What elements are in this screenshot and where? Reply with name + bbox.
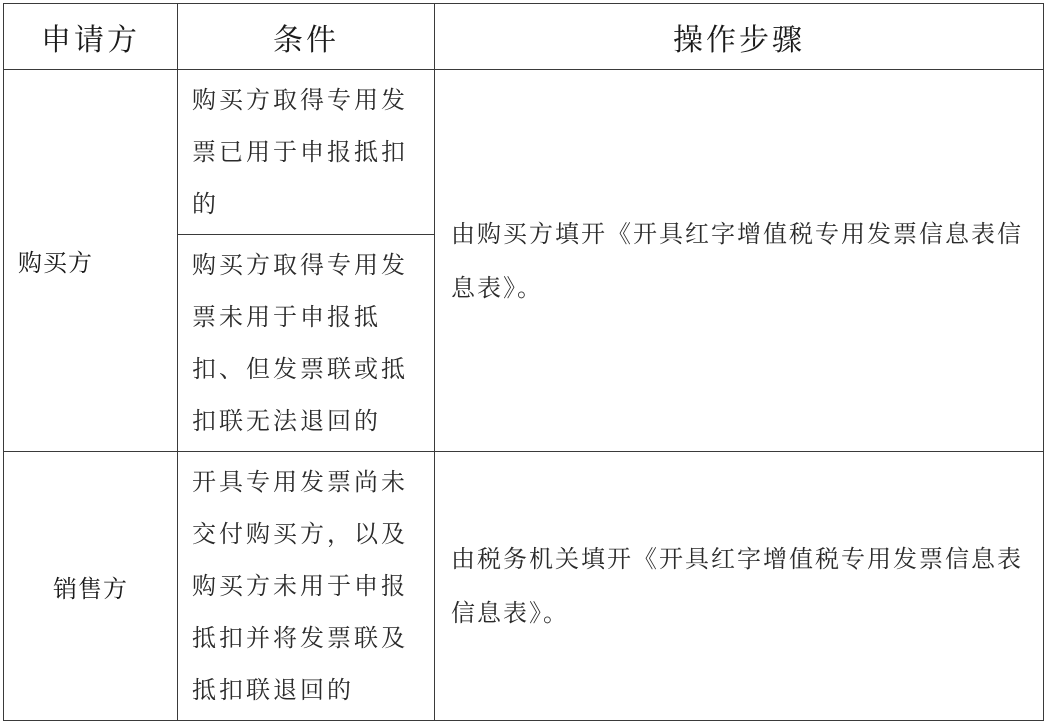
condition-seller: 开具专用发票尚未交付购买方，以及购买方未用于申报抵扣并将发票联及抵扣联退回的 bbox=[178, 452, 435, 721]
condition-buyer-deducted: 购买方取得专用发票已用于申报抵扣的 bbox=[178, 70, 435, 235]
applicant-buyer: 购买方 bbox=[4, 70, 178, 452]
steps-seller: 由税务机关填开《开具红字增值税专用发票信息表信息表》。 bbox=[435, 452, 1044, 721]
table-header-row bbox=[4, 4, 1044, 70]
table-row-buyer-1 bbox=[4, 70, 1044, 235]
table-row-seller bbox=[4, 452, 1044, 721]
header-condition: 条件 bbox=[178, 4, 435, 70]
header-steps: 操作步骤 bbox=[435, 4, 1044, 70]
condition-buyer-not-deducted: 购买方取得专用发票未用于申报抵扣、但发票联或抵扣联无法退回的 bbox=[178, 235, 435, 452]
applicant-seller: 销售方 bbox=[4, 452, 178, 721]
red-invoice-procedure-table bbox=[3, 3, 1044, 721]
header-applicant: 申请方 bbox=[4, 4, 178, 70]
steps-buyer: 由购买方填开《开具红字增值税专用发票信息表信息表》。 bbox=[435, 70, 1044, 452]
